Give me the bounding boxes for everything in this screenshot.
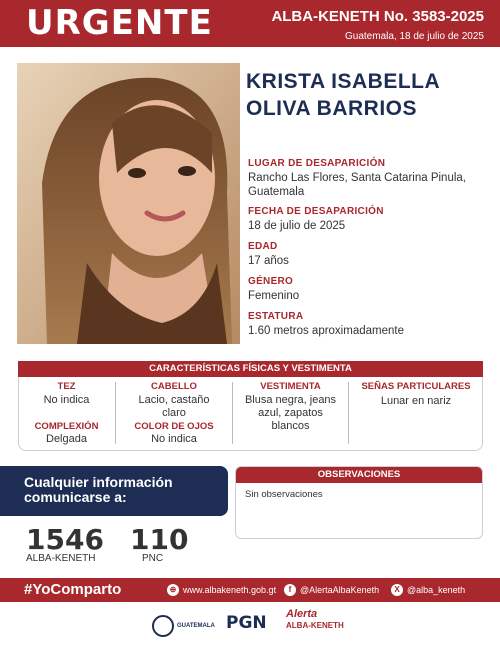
observations-box bbox=[235, 466, 483, 539]
alerta-logo-line1: Alerta bbox=[286, 608, 318, 620]
phone-number-alba[interactable]: 1546 bbox=[26, 523, 104, 556]
ojos-label: COLOR DE OJOS bbox=[134, 421, 214, 432]
observations-title: OBSERVACIONES bbox=[236, 467, 482, 483]
estatura-label: ESTATURA bbox=[248, 311, 304, 322]
facebook-icon: f bbox=[284, 584, 296, 596]
alerta-logo bbox=[286, 609, 344, 631]
person-name bbox=[246, 68, 496, 122]
cabello-label: CABELLO bbox=[151, 381, 197, 392]
tez-label: TEZ bbox=[57, 381, 76, 392]
x-link[interactable] bbox=[391, 584, 465, 596]
urgent-title: URGENTE bbox=[26, 3, 213, 43]
genero-label: GÉNERO bbox=[248, 276, 294, 287]
website-text: www.albakeneth.gob.gt bbox=[183, 585, 277, 595]
portrait-photo bbox=[17, 63, 240, 344]
vestimenta-value-3: blancos bbox=[271, 420, 310, 432]
fecha-label: FECHA DE DESAPARICIÓN bbox=[248, 206, 384, 217]
person-name-line1: KRISTA ISABELLA bbox=[246, 70, 441, 93]
senas-value: Lunar en nariz bbox=[380, 395, 452, 407]
location-date: Guatemala, 18 de julio de 2025 bbox=[345, 31, 484, 42]
hashtag: #YoComparto bbox=[24, 581, 122, 598]
website-link[interactable] bbox=[167, 584, 276, 596]
logos-row bbox=[0, 608, 500, 644]
tez-value: No indica bbox=[43, 394, 90, 406]
guatemala-logo bbox=[152, 612, 222, 640]
characteristics-title: CARACTERÍSTICAS FÍSICAS Y VESTIMENTA bbox=[18, 361, 483, 377]
complexion-value: Delgada bbox=[46, 433, 87, 445]
seal-icon bbox=[152, 615, 174, 637]
vestimenta-value-2: azul, zapatos bbox=[258, 407, 323, 419]
vestimenta-value-1: Blusa negra, jeans bbox=[244, 394, 337, 406]
contact-line1: Cualquier información bbox=[24, 474, 173, 490]
estatura-value: 1.60 metros aproximadamente bbox=[248, 325, 404, 337]
contact-text bbox=[24, 475, 224, 505]
phone-number-pnc[interactable]: 110 bbox=[130, 523, 189, 556]
alerta-logo-line2: ALBA-KENETH bbox=[286, 621, 344, 630]
lugar-label: LUGAR DE DESAPARICIÓN bbox=[248, 158, 386, 169]
person-name-line2: OLIVA BARRIOS bbox=[246, 97, 418, 120]
guatemala-logo-text: GUATEMALA bbox=[177, 623, 215, 629]
fecha-value: 18 de julio de 2025 bbox=[248, 220, 346, 232]
lugar-value: Rancho Las Flores, Santa Catarina Pinula, Guatemala bbox=[248, 172, 466, 198]
facebook-link[interactable] bbox=[284, 584, 379, 596]
portrait-photo-icon bbox=[17, 63, 240, 344]
alert-number: ALBA-KENETH No. 3583-2025 bbox=[271, 8, 484, 25]
genero-value: Femenino bbox=[248, 290, 300, 302]
edad-label: EDAD bbox=[248, 241, 278, 252]
phone-label-alba: ALBA-KENETH bbox=[26, 553, 96, 564]
complexion-label: COMPLEXIÓN bbox=[34, 421, 99, 432]
phone-label-pnc: PNC bbox=[142, 553, 164, 564]
pgn-logo: PGN bbox=[226, 613, 267, 633]
cabello-value-1: Lacio, castaño bbox=[138, 394, 210, 406]
globe-icon: ⊕ bbox=[167, 584, 179, 596]
edad-value: 17 años bbox=[248, 255, 289, 267]
x-text: @alba_keneth bbox=[407, 585, 466, 595]
cabello-value-2: claro bbox=[162, 407, 186, 419]
senas-label: SEÑAS PARTICULARES bbox=[361, 381, 471, 392]
x-icon: X bbox=[391, 584, 403, 596]
facebook-text: @AlertaAlbaKeneth bbox=[300, 585, 380, 595]
ojos-value: No indica bbox=[151, 433, 197, 445]
observations-text: Sin observaciones bbox=[245, 489, 323, 500]
contact-line2: comunicarse a: bbox=[24, 489, 127, 505]
vestimenta-label: VESTIMENTA bbox=[260, 381, 321, 392]
